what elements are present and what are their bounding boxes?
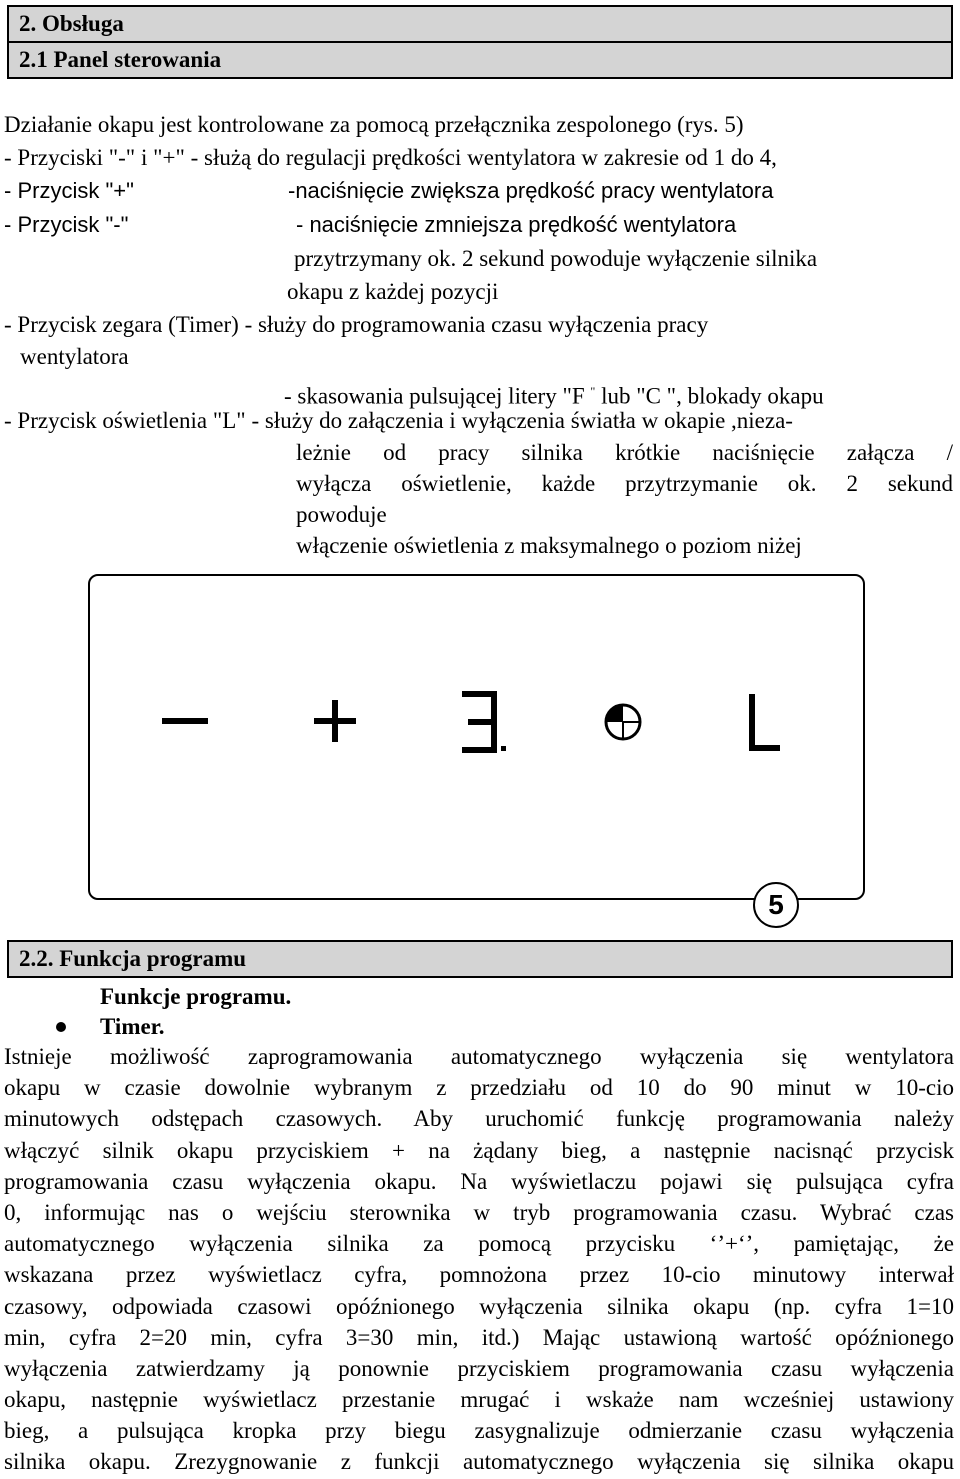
plus-button-desc: -naciśnięcie zwiększa prędkość pracy wentylatora: [288, 178, 774, 203]
intro-line-5: przytrzymany ok. 2 sekund powoduje wyłączenie silnika: [294, 246, 818, 271]
section-header-box: [7, 5, 953, 79]
intro-line-1: Działanie okapu jest kontrolowane za pomocą przełącznika zespolonego (rys. 5): [4, 112, 744, 137]
body-line: Istnieje możliwość zaprogramowania automatycznego wyłączenia się wentylatora: [4, 1044, 954, 1069]
timer-button-desc: - Przycisk zegara (Timer) - służy do programowania czasu wyłączenia pracy: [4, 312, 709, 337]
bullet-dot-icon: [56, 1022, 66, 1032]
intro-line-12: wyłącza oświetlenie, każde przytrzymanie ok. 2 sekund: [296, 471, 953, 496]
intro-line-6: okapu z każdej pozycji: [287, 279, 499, 304]
body-line: silnika okapu. Zrezygnowanie z funkcji automatycznego wyłączenia się silnika okapu: [4, 1449, 954, 1475]
figure-number-badge: 5: [753, 882, 799, 928]
body-line: programowania czasu wyłączenia okapu. Na wyświetlaczu pojawi się pulsująca cyfra: [4, 1168, 954, 1194]
body-line: bieg, a pulsująca kropka przy biegu zasygnalizuje odmierzanie czasu wyłączenia: [4, 1418, 954, 1444]
section2-title: 2.2. Funkcja programu: [19, 946, 247, 971]
section2-header-box: [7, 940, 953, 978]
subsection-title: 2.1 Panel sterowania: [9, 41, 951, 77]
body-line: 0, informując nas o wejściu sterownika w tryb programowania czasu. Wybrać czas: [4, 1199, 954, 1225]
intro-line-2: - Przyciski "-" i "+" - służą do regulacji prędkości wentylatora w zakresie od 1 do 4,: [4, 145, 777, 170]
body-line: okapu w czasie dowolnie wybranym z przedziału od 10 do 90 minut w 10-cio: [4, 1075, 954, 1101]
light-button-desc: - Przycisk oświetlenia "L" - służy do załączenia i wyłączenia światła w okapie ,nieza-: [4, 408, 793, 433]
intro-line-9-sup: ": [590, 384, 596, 398]
body-line: czasowy, odpowiada czasowi opóźnionego wyłączenia silnika okapu (np. cyfra 1=10: [4, 1293, 954, 1319]
minus-button-desc: - naciśnięcie zmniejsza prędkość wentylatora: [296, 212, 737, 237]
body-line: automatycznego wyłączenia silnika za pomocą przycisku ‘’+‘’, pamiętając, że: [4, 1231, 954, 1257]
speed-digit-display: [462, 694, 494, 750]
section-title: 2. Obsługa: [19, 11, 124, 36]
timer-dot: [501, 746, 506, 751]
intro-line-11-wrap: [296, 437, 953, 468]
body-line: wyłączenia zatwierdzamy ją ponownie przyciskiem programowania czasu wyłączenia: [4, 1355, 954, 1381]
minus-button[interactable]: [162, 718, 208, 724]
timer-button[interactable]: [606, 705, 640, 739]
intro-line-11: leżnie od pracy silnika krótkie naciśnięcie załącza /: [296, 440, 953, 465]
intro-line-13: powoduje: [296, 502, 387, 527]
intro-line-14: włączenie oświetlenia z maksymalnego o poziom niżej: [296, 533, 802, 558]
body-line: wskazana przez wyświetlacz cyfra, pomnożona przez 10-cio minutowy interwał: [4, 1262, 954, 1288]
section2-subheading: Funkcje programu.: [100, 984, 292, 1009]
panel-drawing: [90, 576, 863, 898]
timer-description-paragraph: [4, 1041, 954, 1478]
intro-line-12-wrap: [296, 468, 953, 499]
body-line: min, cyfra 2=20 min, cyfra 3=30 min, itd.) Mając ustawioną wartość opóźnionego: [4, 1324, 954, 1350]
intro-line-8: wentylatora: [20, 344, 129, 369]
plus-button-label: - Przycisk "+": [4, 178, 134, 203]
body-line: minutowych odstępach czasowych. Aby uruchomić funkcję programowania należy: [4, 1106, 954, 1132]
light-button[interactable]: [752, 694, 780, 748]
minus-button-label: - Przycisk "-": [4, 212, 129, 237]
intro-line-9-b: lub "C ", blokady okapu: [595, 383, 824, 409]
intro-line-9-a: - skasowania pulsującej litery "F: [284, 383, 591, 409]
body-line: okapu, następnie wyświetlacz przestanie mrugać i wskaże nam wcześniej ustawiony: [4, 1387, 954, 1413]
body-line: włączyć silnik okapu przyciskiem + na żądany bieg, a następnie nacisnąć przycisk: [4, 1137, 954, 1163]
bullet-timer: Timer.: [100, 1014, 165, 1039]
plus-button[interactable]: [314, 700, 356, 742]
control-panel-figure: [88, 574, 865, 900]
